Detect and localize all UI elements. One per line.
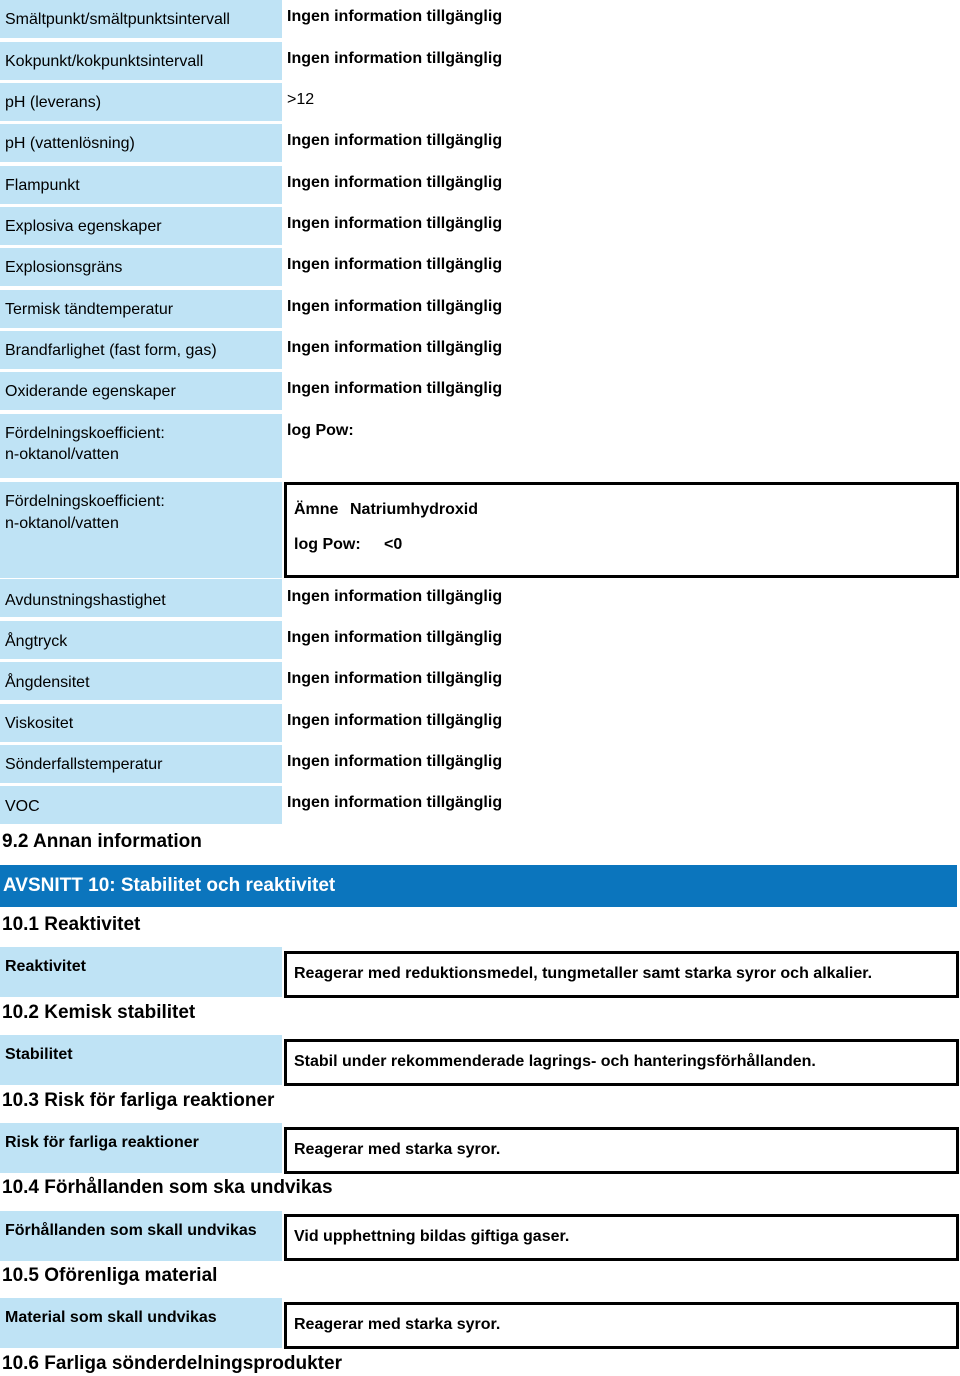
property-label: Sönderfallstemperatur [0, 745, 282, 783]
property-row [0, 786, 960, 824]
subsection-box [284, 1302, 959, 1349]
property-label: Viskositet [0, 704, 282, 742]
property-label: Termisk tändtemperatur [0, 290, 282, 328]
property-value: log Pow: [287, 422, 354, 439]
subsection-heading: 10.6 Farliga sönderdelningsprodukter [2, 1353, 342, 1374]
property-row [0, 248, 960, 286]
property-value: >12 [287, 91, 315, 108]
property-value: Ingen information tillgänglig [287, 588, 503, 605]
property-value: Ingen information tillgänglig [287, 50, 503, 67]
property-label: VOC [0, 786, 282, 824]
property-label: Oxiderande egenskaper [0, 372, 282, 410]
logpow-value: <0 [384, 536, 403, 553]
subsection-heading: 10.5 Oförenliga material [2, 1265, 218, 1286]
property-row [0, 124, 960, 162]
property-label: Explosiva egenskaper [0, 207, 282, 245]
subsection-heading: 10.3 Risk för farliga reaktioner [2, 1090, 275, 1111]
property-row [0, 83, 960, 121]
property-value: Ingen information tillgänglig [287, 380, 503, 397]
subsection-text: Stabil under rekommenderade lagrings- och hanteringsförhållanden. [294, 1053, 816, 1070]
property-label: Explosionsgräns [0, 248, 282, 286]
partition-coefficient-row [0, 482, 960, 578]
property-row [0, 290, 960, 328]
property-value: Ingen information tillgänglig [287, 215, 503, 232]
property-row [0, 745, 960, 783]
property-row [0, 579, 960, 617]
property-label: Ångtryck [0, 621, 282, 659]
property-label: Flampunkt [0, 166, 282, 204]
property-label: Fördelningskoefficient: n-oktanol/vatten [0, 482, 282, 578]
subsection-text: Reagerar med starka syror. [294, 1316, 501, 1333]
subsection-box [284, 951, 959, 998]
property-value: Ingen information tillgänglig [287, 794, 503, 811]
property-label: Smältpunkt/smältpunktsintervall [0, 0, 282, 38]
property-value: Ingen information tillgänglig [287, 629, 503, 646]
property-value: Ingen information tillgänglig [287, 132, 503, 149]
substance-box [284, 482, 959, 578]
subsection-box [284, 1039, 959, 1086]
property-value: Ingen information tillgänglig [287, 712, 503, 729]
property-label: pH (vattenlösning) [0, 124, 282, 162]
property-label: Avdunstningshastighet [0, 579, 282, 617]
property-row [0, 166, 960, 204]
logpow-key: log Pow: [294, 536, 361, 553]
subsection-heading: 10.4 Förhållanden som ska undvikas [2, 1177, 333, 1198]
property-value: Ingen information tillgänglig [287, 339, 503, 356]
property-label: Ångdensitet [0, 662, 282, 700]
subsection-box [284, 1214, 959, 1261]
subsection-label: Förhållanden som skall undvikas [0, 1211, 282, 1261]
other-information-heading: 9.2 Annan information [2, 831, 202, 852]
section-10-title: AVSNITT 10: Stabilitet och reaktivitet [3, 875, 336, 896]
section-10-header [0, 865, 957, 907]
property-row [0, 372, 960, 410]
subsection-label: Reaktivitet [0, 947, 282, 997]
subsection-text: Vid upphettning bildas giftiga gaser. [294, 1228, 570, 1245]
property-label: pH (leverans) [0, 83, 282, 121]
subsection-text: Reagerar med starka syror. [294, 1141, 501, 1158]
property-row [0, 704, 960, 742]
property-row [0, 207, 960, 245]
property-label: Fördelningskoefficient: n-oktanol/vatten [0, 414, 282, 478]
subsection-heading: 10.2 Kemisk stabilitet [2, 1002, 196, 1023]
substance-key: Ämne [294, 501, 339, 518]
property-row [0, 621, 960, 659]
property-row [0, 662, 960, 700]
property-value: Ingen information tillgänglig [287, 8, 503, 25]
subsection-label: Material som skall undvikas [0, 1298, 282, 1348]
substance-name: Natriumhydroxid [350, 501, 479, 518]
property-value: Ingen information tillgänglig [287, 256, 503, 273]
subsection-label: Risk för farliga reaktioner [0, 1123, 282, 1173]
property-value: Ingen information tillgänglig [287, 174, 503, 191]
property-label: Brandfarlighet (fast form, gas) [0, 331, 282, 369]
property-row [0, 331, 960, 369]
partition-coefficient-row [0, 414, 960, 478]
subsection-label: Stabilitet [0, 1035, 282, 1085]
subsection-box [284, 1127, 959, 1174]
property-row [0, 0, 960, 38]
property-label: Kokpunkt/kokpunktsintervall [0, 42, 282, 80]
property-value: Ingen information tillgänglig [287, 298, 503, 315]
subsection-text: Reagerar med reduktionsmedel, tungmetaller samt starka syror och alkalier. [294, 965, 873, 982]
property-value: Ingen information tillgänglig [287, 753, 503, 770]
property-row [0, 42, 960, 80]
property-value: Ingen information tillgänglig [287, 670, 503, 687]
subsection-heading: 10.1 Reaktivitet [2, 914, 141, 935]
